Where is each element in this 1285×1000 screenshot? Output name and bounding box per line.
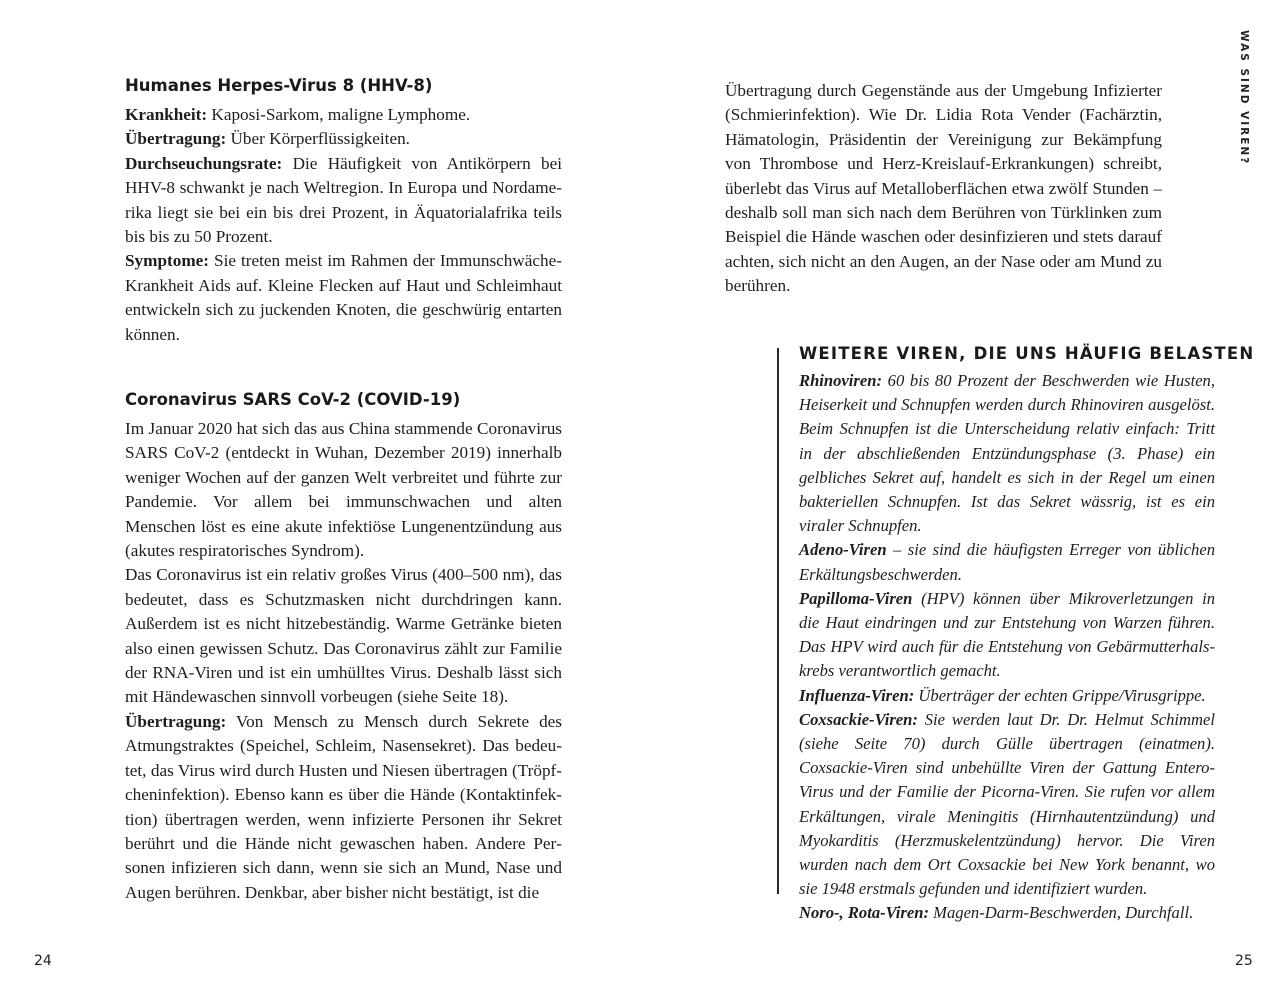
left-page	[0, 0, 640, 1000]
box-entry-coxsackie	[799, 708, 1215, 902]
box-entry-text: 60 bis 80 Prozent der Beschwerden wie Husten, Heiserkeit und Schnupfen werden durch Rhinoviren ausgelöst. Beim Schnupfen ist die Unterscheidung relativ einfach: Tritt in der abschließenden Entzündungsphase (3. Phase) ein gelbliches Sekret auf, handelt es sich in der Regel um einen bakteriellen Schnupfen. Ist das Sekret wässrig, ist es ein viraler Schnupfen.	[799, 371, 1215, 536]
box-entry-papilloma	[799, 587, 1215, 684]
box-entry-influenza	[799, 684, 1215, 708]
covid-uebertragung-text: Von Mensch zu Mensch durch Sekrete des Atmungstraktes (Speichel, Schleim, Nasensekret). Das bedeutet, das Virus wird durch Husten und Niesen übertragen (Tröpfcheninfektion). Ebenso kann es über die Hände (Kontaktinfektion) übertragen werden, wenn infizierte Personen ihr Sekret berührt und die Hände nicht gewaschen haben. Andere Personen infizieren sich dann, wenn sie sich an Mund, Nase und Augen berühren. Denkbar, aber bisher nicht bestätigt, ist die	[125, 711, 562, 902]
box-entry-label: Adeno-Viren	[799, 540, 887, 560]
section-heading-hhv8: Humanes Herpes-Virus 8 (HHV-8)	[125, 76, 433, 95]
box-entry-label: Rhinoviren:	[799, 371, 882, 390]
sidebar-box-text	[799, 369, 1215, 926]
hhv8-uebertragung	[125, 127, 562, 151]
covid-paragraph-1: Im Januar 2020 hat sich das aus China stammende Coronavirus SARS CoV-2 (entdeckt in Wuhan, Dezember 2019) innerhalb weniger Wochen auf der ganzen Welt verbreitet und führte zur Pandemie. Vor allem bei immunschwachen und alten Menschen löst es eine akute infektiöse Lungenentzündung aus (akutes respiratorisches Syndrom).	[125, 419, 562, 561]
durchseuchung-text: Die Häufigkeit von Antikörpern bei HHV-8 schwankt je nach Weltregion. In Europa und Nordamerika liegt sie bei ein bis drei Prozent, in Äquatorialafrika teils bis bis zu 50 Prozent.	[125, 153, 562, 247]
hhv8-text-block	[125, 103, 562, 347]
symptome-text: Sie treten meist im Rahmen der Immunschwäche-Krankheit Aids auf. Kleine Flecken auf Haut und Schleimhaut entwickeln sich zu juckenden Knoten, die geschwürig entarten können.	[125, 251, 562, 344]
covid-uebertragung	[125, 710, 562, 905]
label-uebertragung: Übertragung:	[125, 129, 227, 149]
hhv8-durchseuchung	[125, 152, 562, 250]
krankheit-text: Kaposi-Sarkom, maligne Lymphome.	[207, 105, 471, 124]
box-entry-text: – sie sind die häufigsten Erreger von üblichen Erkältungsbeschwerden.	[799, 540, 1215, 584]
sidebar-box-title: WEITERE VIREN, DIE UNS HÄUFIG BELASTEN	[799, 344, 1255, 363]
box-entry-text: Überträger der echten Grippe/Virusgrippe.	[914, 685, 1206, 705]
continuation-paragraph: Übertragung durch Gegenstände aus der Umgebung Infizierter (Schmierinfektion). Wie Dr. Lidia Rota Vender (Fachärztin, Hämatologin, Präsidentin der Vereinigung zur Bekämpfung von Thrombose und Herz-Kreislauf-Erkrankungen) schreibt, überlebt das Virus auf Metalloberflächen etwa zwölf Stunden – deshalb soll man sich nach dem Berühren von Türklinken zum Beispiel die Hände waschen oder desinfizieren und stets darauf achten, sich nicht an den Augen, an der Nase oder am Mund zu berühren.	[725, 81, 1162, 296]
page-number-left: 24	[34, 953, 52, 969]
box-entry-text: (HPV) können über Mikroverletzungen in die Haut eindringen und zur Entstehung von Warzen führen. Das HPV wird auch für die Entstehung von Gebärmutterhalskrebs verantwortlich gemacht.	[799, 588, 1215, 681]
box-entry-text: Magen-Darm-Beschwerden, Durchfall.	[929, 903, 1194, 923]
box-entry-noro-rota	[799, 901, 1215, 925]
box-entry-label: Noro-, Rota-Viren:	[799, 903, 929, 923]
covid-text-block	[125, 417, 562, 905]
box-entry-label: Coxsackie-Viren:	[799, 709, 918, 729]
label-symptome: Symptome:	[125, 251, 210, 271]
uebertragung-text: Über Körperflüssigkeiten.	[226, 129, 410, 149]
section-heading-covid: Coronavirus SARS CoV-2 (COVID-19)	[125, 390, 461, 409]
label-covid-uebertragung: Übertragung:	[125, 711, 227, 731]
covid-paragraph-2: Das Coronavirus ist ein relativ großes Virus (400–500 nm), das bedeutet, dass es Schutzmasken nicht durchdringen kann. Außerdem ist es nicht hitzebeständig. Warme Getränke bieten also einen gewissen Schutz. Das Coronavirus zählt zur Familie der RNA-Viren und ist ein umhülltes Virus. Deshalb lässt sich mit Händewaschen sinnvoll vorbeugen (siehe Seite 18).	[125, 565, 562, 707]
running-head: WAS SIND VIREN?	[1238, 30, 1250, 166]
box-entry-label: Papilloma-Viren	[799, 588, 913, 608]
page-number-right: 25	[1235, 953, 1253, 969]
box-entry-rhinoviren	[799, 369, 1215, 538]
hhv8-krankheit	[125, 103, 562, 127]
continuation-text	[725, 79, 1162, 299]
label-durchseuchung: Durchseuchungsrate:	[125, 153, 283, 173]
box-entry-adeno	[799, 538, 1215, 586]
sidebar-box-rule	[777, 348, 779, 894]
hhv8-symptome	[125, 249, 562, 347]
box-entry-label: Influenza-Viren:	[799, 685, 915, 705]
box-entry-text: Sie werden laut Dr. Dr. Helmut Schimmel (siehe Seite 70) durch Gülle übertragen (einatmen). Coxsackie-Viren sind unbehüllte Viren der Gattung Entero-Virus und der Familie der Picorna-Viren. Sie rufen vor allem Erkältungen, virale Meningitis (Hirnhautentzündung) und Myokarditis (Herzmuskelentzündung) hervor. Die Viren wurden nach dem Ort Coxsackie bei New York benannt, wo sie 1948 erstmals gefunden und identifiziert wurden.	[799, 709, 1215, 899]
label-krankheit: Krankheit:	[125, 105, 208, 124]
